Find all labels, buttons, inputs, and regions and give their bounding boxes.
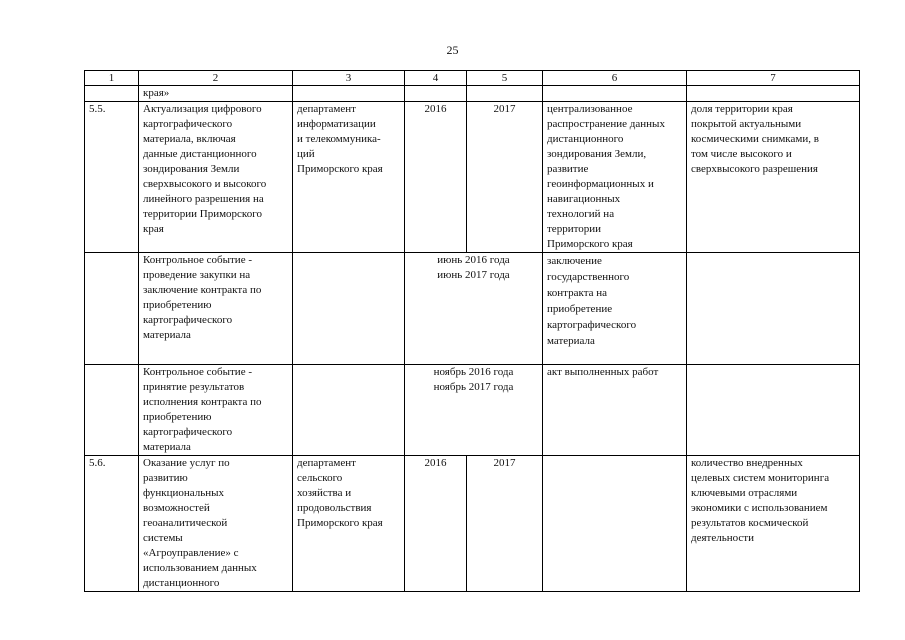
control-event-name: Контрольное событие - принятие результатов исполнения контракта по приобретению картографического материала	[139, 365, 293, 456]
table-row	[85, 253, 860, 365]
control-event-dates: ноябрь 2016 года ноябрь 2017 года	[405, 365, 543, 456]
responsible-dept	[293, 365, 405, 456]
end-year: 2017	[467, 456, 543, 592]
responsible-dept	[293, 253, 405, 365]
control-event-dates: июнь 2016 года июнь 2017 года	[405, 253, 543, 365]
table-row	[85, 456, 860, 592]
measure-name: Актуализация цифрового картографического материала, включая данные дистанционного зондирования Земли сверхвысокого и высокого линейного разрешения на территории Приморского края	[139, 102, 293, 253]
expected-result: акт выполненных работ	[543, 365, 687, 456]
column-header: 5	[467, 71, 543, 86]
column-header: 2	[139, 71, 293, 86]
row-number	[85, 253, 139, 365]
responsible-dept: департамент информатизации и телекоммуника- ций Приморского края	[293, 102, 405, 253]
table-row	[85, 86, 860, 102]
row-number	[85, 86, 139, 102]
target-indicator: доля территории края покрытой актуальными космическими снимками, в том числе высокого и сверхвысокого разрешения	[687, 102, 860, 253]
target-indicator	[687, 86, 860, 102]
measure-name: края»	[139, 86, 293, 102]
target-indicator	[687, 253, 860, 365]
start-year: 2016	[405, 102, 467, 253]
start-year: 2016	[405, 456, 467, 592]
target-indicator: количество внедренных целевых систем мониторинга ключевыми отраслями экономики с использованием результатов космической деятельности	[687, 456, 860, 592]
row-number	[85, 365, 139, 456]
table-header-row	[85, 71, 860, 86]
control-event-name: Контрольное событие - проведение закупки на заключение контракта по приобретению картографического материала	[139, 253, 293, 365]
column-header: 4	[405, 71, 467, 86]
row-number: 5.6.	[85, 456, 139, 592]
table-row	[85, 102, 860, 253]
responsible-dept: департамент сельского хозяйства и продовольствия Приморского края	[293, 456, 405, 592]
column-header: 1	[85, 71, 139, 86]
column-header: 3	[293, 71, 405, 86]
start-year	[405, 86, 467, 102]
expected-result: централизованное распространение данных дистанционного зондирования Земли, развитие геоинформационных и навигационных технологий на территории Приморского края	[543, 102, 687, 253]
plan-table	[84, 70, 860, 592]
expected-result	[543, 86, 687, 102]
expected-result	[543, 456, 687, 592]
responsible-dept	[293, 86, 405, 102]
target-indicator	[687, 365, 860, 456]
page-number: 25	[446, 43, 459, 57]
end-year: 2017	[467, 102, 543, 253]
end-year	[467, 86, 543, 102]
expected-result: заключение государственного контракта на приобретение картографического материала	[543, 253, 687, 365]
table-row	[85, 365, 860, 456]
measure-name: Оказание услуг по развитию функциональных возможностей геоаналитической системы «Агроуправление» с использованием данных дистанционного	[139, 456, 293, 592]
column-header: 7	[687, 71, 860, 86]
row-number: 5.5.	[85, 102, 139, 253]
column-header: 6	[543, 71, 687, 86]
